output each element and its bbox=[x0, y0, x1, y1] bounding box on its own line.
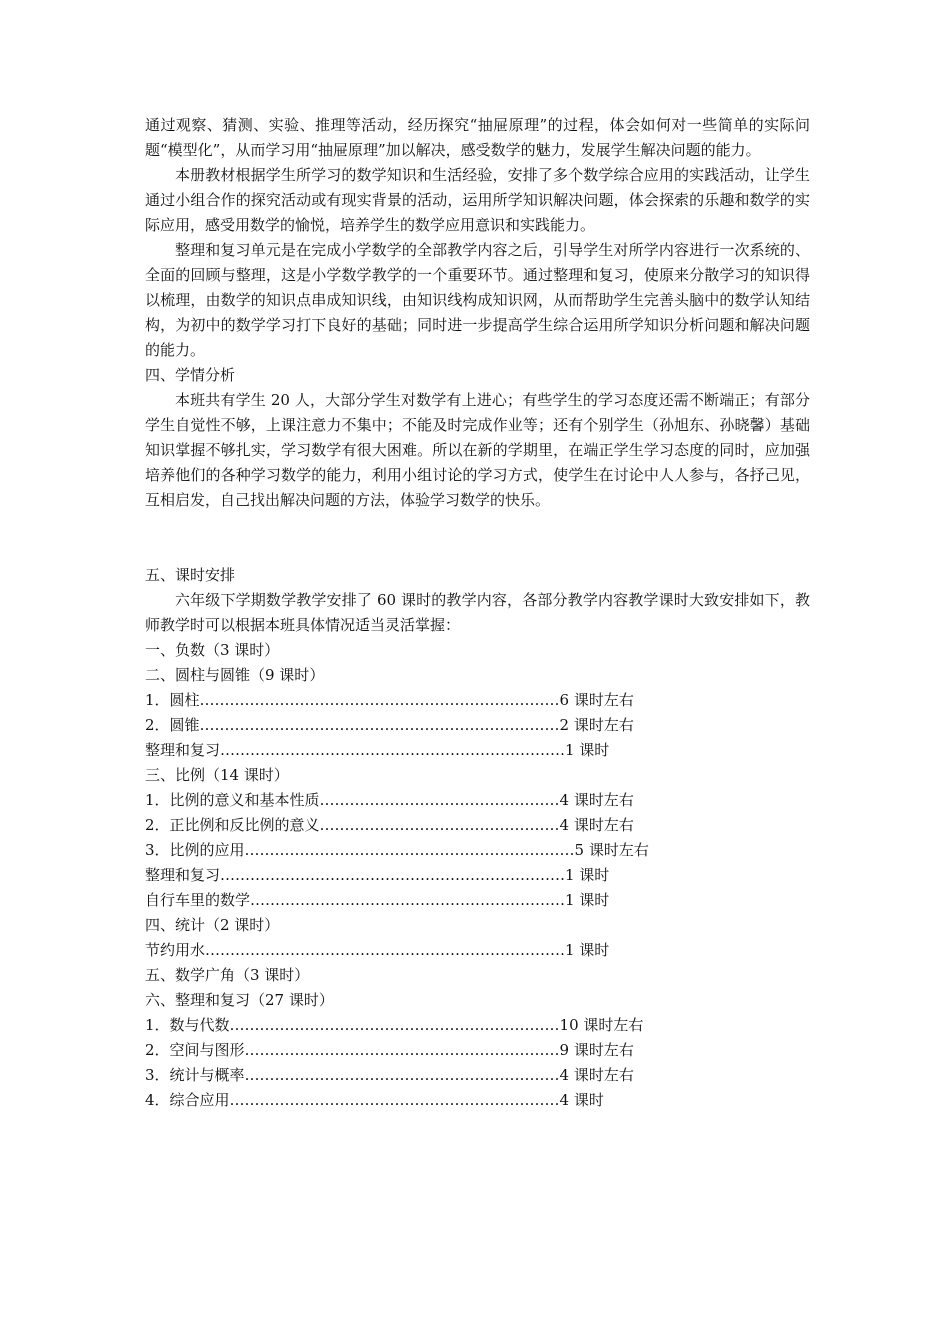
schedule-line: 六、整理和复习（27 课时） bbox=[145, 991, 334, 1009]
document-page bbox=[145, 113, 810, 1113]
schedule-list bbox=[145, 638, 810, 1113]
schedule-line: 3．统计与概率………………………………………………………4 课时左右 bbox=[145, 1066, 634, 1084]
section-heading-student-analysis: 四、学情分析 bbox=[145, 366, 236, 384]
schedule-line: 自行车里的数学………………………………………………………1 课时 bbox=[145, 891, 610, 909]
schedule-line: 2．正比例和反比例的意义…………………………………………4 课时左右 bbox=[145, 816, 634, 834]
schedule-line: 1．圆柱………………………………………………………………6 课时左右 bbox=[145, 691, 634, 709]
schedule-line: 2．圆锥………………………………………………………………2 课时左右 bbox=[145, 716, 634, 734]
section-heading-schedule: 五、课时安排 bbox=[145, 566, 236, 584]
schedule-line: 3．比例的应用…………………………………………………………5 课时左右 bbox=[145, 841, 649, 859]
schedule-line: 1．比例的意义和基本性质…………………………………………4 课时左右 bbox=[145, 791, 634, 809]
paragraph-student-analysis: 本班共有学生 20 人，大部分学生对数学有上进心；有些学生的学习态度还需不断端正；有部分学生自觉性不够，上课注意力不集中；不能及时完成作业等；还有个别学生（孙旭东、孙晓馨）基础知识掌握不够扎实，学习数学有很大困难。所以在新的学期里，在端正学生学习态度的同时，应加强培养他们的各种学习数学的能力，利用小组讨论的学习方式，使学生在讨论中人人参与，各抒己见，互相启发，自己找出解决问题的方法，体验学习数学的快乐。 bbox=[145, 391, 810, 509]
schedule-line: 一、负数（3 课时） bbox=[145, 641, 280, 659]
schedule-line: 节约用水………………………………………………………………1 课时 bbox=[145, 941, 610, 959]
schedule-line: 五、数学广角（3 课时） bbox=[145, 966, 310, 984]
schedule-line: 2．空间与图形………………………………………………………9 课时左右 bbox=[145, 1041, 634, 1059]
section-gap bbox=[145, 513, 810, 563]
schedule-line: 整理和复习……………………………………………………………1 课时 bbox=[145, 866, 610, 884]
schedule-line: 三、比例（14 课时） bbox=[145, 766, 289, 784]
paragraph-schedule-intro: 六年级下学期数学教学安排了 60 课时的教学内容，各部分教学内容教学课时大致安排如下，教师教学时可以根据本班具体情况适当灵活掌握： bbox=[145, 591, 810, 634]
schedule-line: 四、统计（2 课时） bbox=[145, 916, 280, 934]
schedule-line: 二、圆柱与圆锥（9 课时） bbox=[145, 666, 325, 684]
schedule-line: 整理和复习……………………………………………………………1 课时 bbox=[145, 741, 610, 759]
paragraph-review-unit: 整理和复习单元是在完成小学数学的全部教学内容之后，引导学生对所学内容进行一次系统的、全面的回顾与整理，这是小学数学教学的一个重要环节。通过整理和复习，使原来分散学习的知识得以梳理，由数学的知识点串成知识线，由知识线构成知识网，从而帮助学生完善头脑中的数学认知结构，为初中的数学学习打下良好的基础；同时进一步提高学生综合运用所学知识分析问题和解决问题的能力。 bbox=[145, 241, 810, 359]
schedule-line: 1．数与代数…………………………………………………………10 课时左右 bbox=[145, 1016, 644, 1034]
schedule-line: 4．综合应用…………………………………………………………4 课时 bbox=[145, 1091, 604, 1109]
paragraph-drawer-principle: 通过观察、猜测、实验、推理等活动，经历探究“抽屉原理”的过程，体会如何对一些简单的实际问题“模型化”，从而学习用“抽屉原理”加以解决，感受数学的魅力，发展学生解决问题的能力。 bbox=[145, 116, 810, 159]
paragraph-practice-activities: 本册教材根据学生所学习的数学知识和生活经验，安排了多个数学综合应用的实践活动，让学生通过小组合作的探究活动或有现实背景的活动，运用所学知识解决问题，体会探索的乐趣和数学的实际应用，感受用数学的愉悦，培养学生的数学应用意识和实践能力。 bbox=[145, 166, 810, 234]
